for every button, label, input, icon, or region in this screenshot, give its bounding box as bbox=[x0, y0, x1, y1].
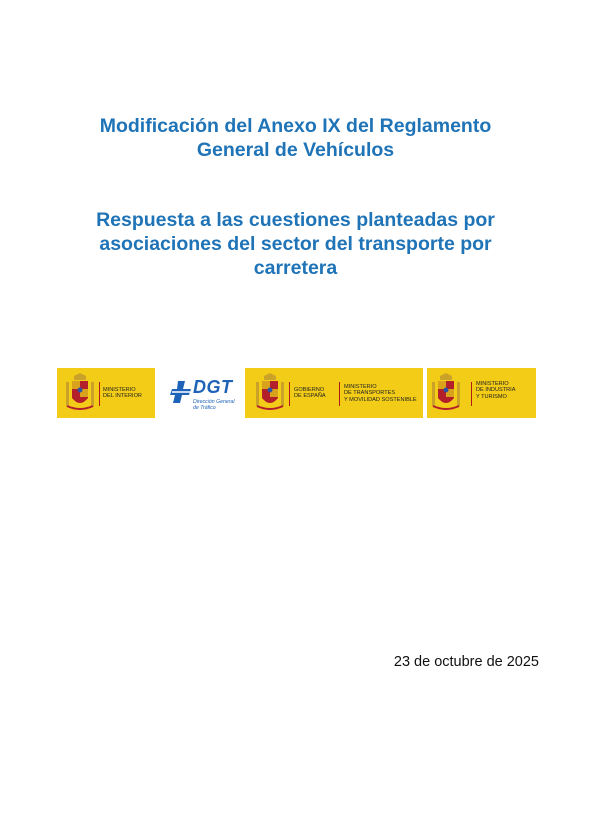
coat-of-arms-icon bbox=[64, 372, 96, 414]
gobierno-label: GOBIERNO DE ESPAÑA bbox=[294, 387, 326, 400]
title-line: Modificación del Anexo IX del Reglamento bbox=[99, 115, 492, 137]
industria-logo bbox=[427, 368, 536, 418]
transportes-label: MINISTERIO DE TRANSPORTES Y MOVILIDAD SOSTENIBLE bbox=[344, 384, 417, 403]
title-line: General de Vehículos bbox=[196, 139, 395, 161]
subtitle-line: carretera bbox=[253, 257, 338, 279]
divider bbox=[289, 382, 290, 406]
coat-of-arms-icon bbox=[254, 372, 286, 414]
dgt-subtitle: Dirección General de Tráfico bbox=[193, 399, 235, 411]
document-subtitle bbox=[40, 208, 551, 280]
subtitle-line: asociaciones del sector del transporte por bbox=[99, 233, 492, 255]
document-date: 23 de octubre de 2025 bbox=[393, 654, 539, 670]
industria-label: MINISTERIO DE INDUSTRIA Y TURISMO bbox=[476, 381, 516, 400]
interior-label: MINISTERIO DEL INTERIOR bbox=[103, 387, 142, 400]
interior-logo bbox=[57, 368, 155, 418]
divider bbox=[339, 382, 340, 406]
subtitle-line: Respuesta a las cuestiones planteadas por bbox=[96, 209, 495, 231]
coat-of-arms-icon bbox=[430, 372, 462, 414]
document-title bbox=[40, 114, 551, 162]
divider bbox=[99, 382, 100, 406]
dgt-cross-icon bbox=[169, 380, 193, 404]
dgt-wordmark: DGT bbox=[193, 377, 233, 397]
institutional-logo-band bbox=[57, 368, 536, 418]
dgt-logo bbox=[155, 368, 245, 418]
transportes-logo bbox=[245, 368, 423, 418]
divider bbox=[471, 382, 472, 406]
